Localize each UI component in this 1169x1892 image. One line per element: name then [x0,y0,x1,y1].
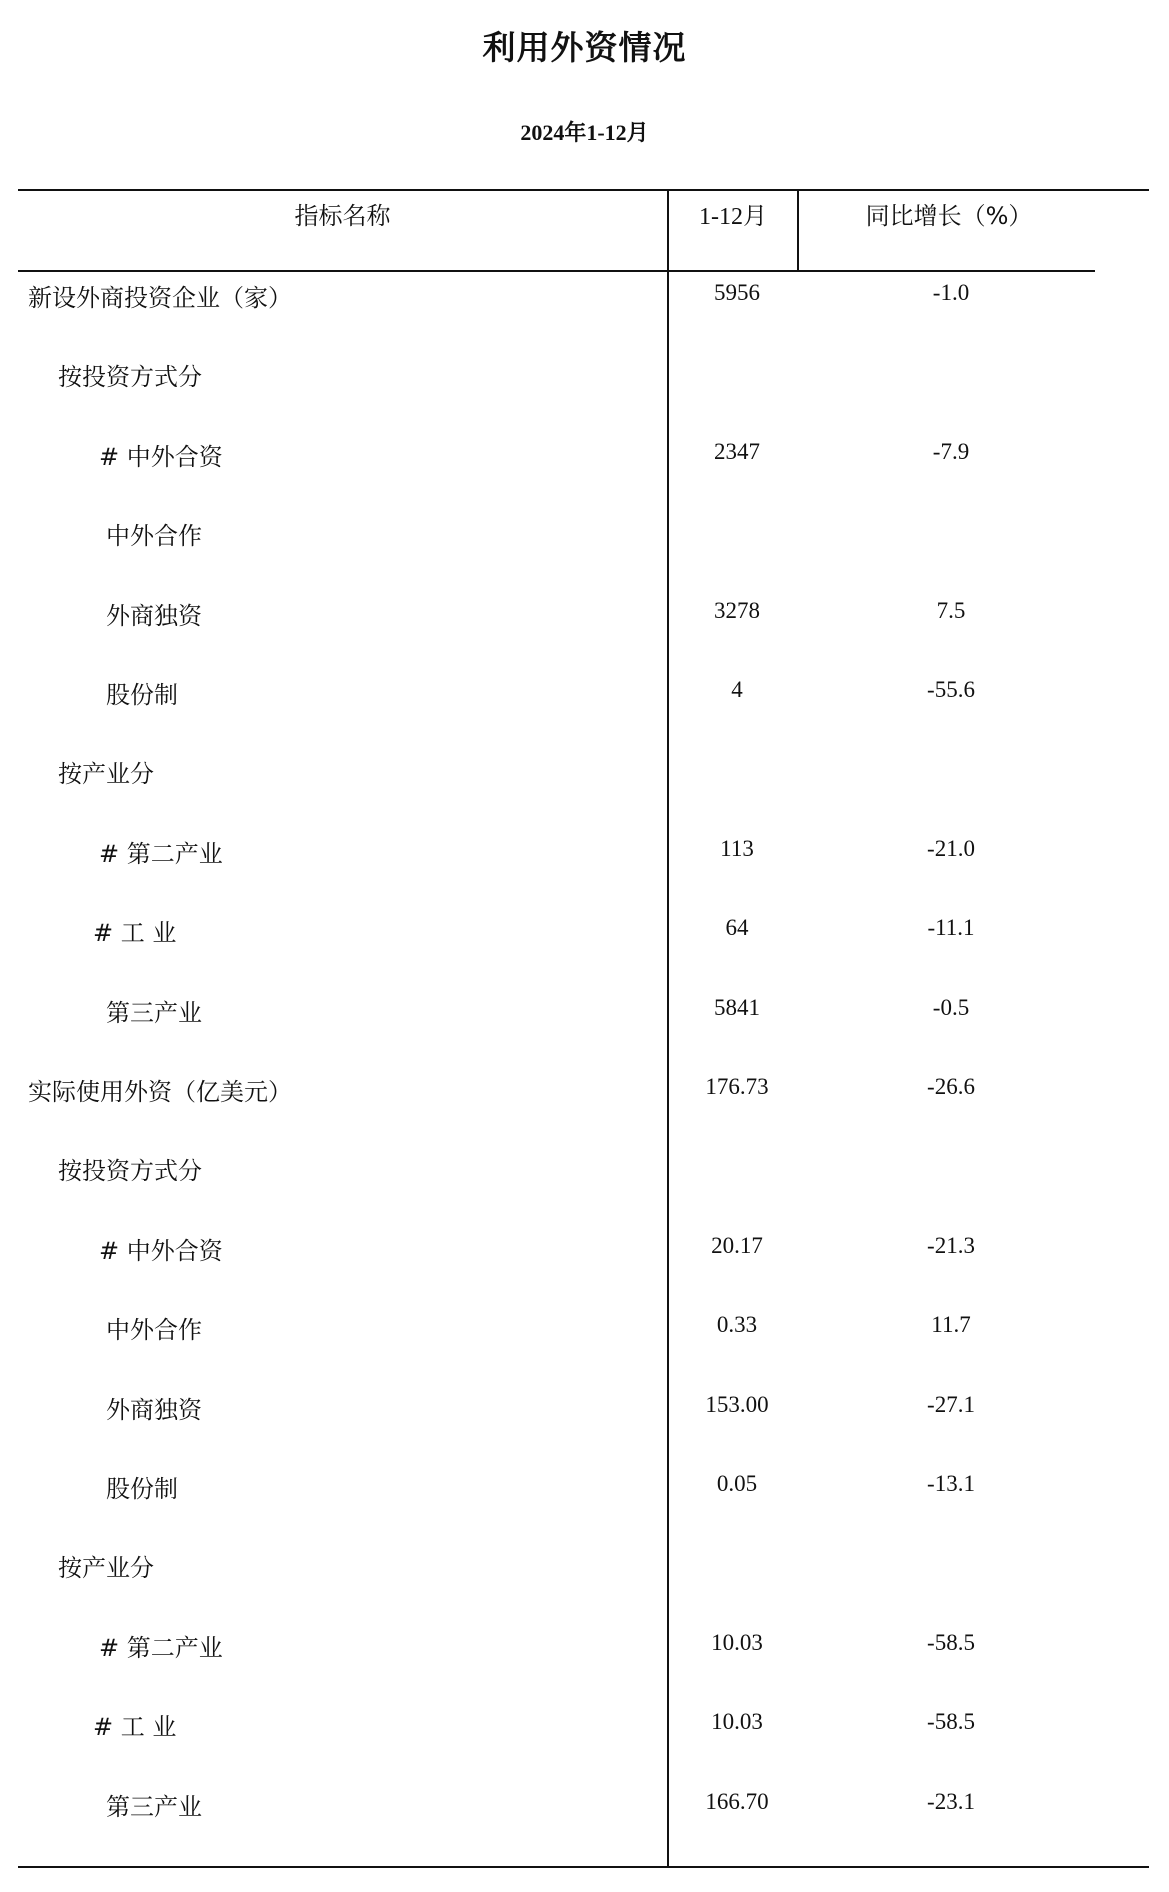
row-value: 64 [725,915,749,941]
row-value: 2347 [714,438,760,464]
column-header-growth: 同比增长（%） [865,202,1033,230]
row-label: # 工 业 [93,919,177,948]
column-header-name: 指标名称 [294,202,391,230]
row-value: 4 [731,677,743,702]
row-value: 5956 [714,280,760,305]
row-value: 3278 [714,597,760,623]
column-header-value: 1-12月 [699,204,767,230]
row-label: # 第二产业 [99,839,223,868]
row-value: 0.33 [716,1312,758,1338]
row-growth: -23.1 [927,1788,975,1814]
row-growth: -1.0 [932,280,970,305]
table-row [0,437,1169,517]
row-label: 按产业分 [58,760,154,789]
table-row [0,1628,1169,1708]
row-label: 第三产业 [106,998,202,1027]
row-label: 按投资方式分 [58,363,202,392]
row-label: 中外合作 [106,522,202,551]
page-title: 利用外资情况 [482,28,687,67]
row-label: 按投资方式分 [58,1157,202,1186]
row-value: 10.03 [711,1629,763,1655]
row-value: 20.17 [711,1232,763,1258]
row-growth: -21.3 [927,1232,975,1258]
row-growth: -21.0 [927,835,975,861]
row-label: 中外合作 [106,1316,202,1345]
row-value: 5841 [714,994,760,1020]
row-value: 166.70 [705,1788,769,1814]
row-value: 10.03 [711,1709,763,1735]
report-period: 2024年1-12月 [520,120,649,145]
row-label: 新设外商投资企业（家） [28,284,292,312]
row-value: 176.73 [705,1074,769,1099]
row-label: 实际使用外资（亿美元） [28,1078,292,1106]
row-growth: -27.1 [927,1391,975,1417]
table-row [0,1151,1169,1231]
table-row [0,1072,1169,1152]
table-row [0,278,1169,358]
row-label: 外商独资 [106,601,202,630]
row-label: # 工 业 [93,1713,177,1742]
row-growth: -58.5 [927,1629,975,1655]
table-row [0,754,1169,834]
row-growth: -55.6 [927,677,975,702]
table-top-rule [18,189,1149,191]
row-value: 113 [720,835,754,861]
row-value: 0.05 [716,1471,758,1496]
table-row [0,1787,1169,1867]
row-label: 股份制 [106,1475,178,1503]
table-row [0,1707,1169,1787]
row-growth: -58.5 [927,1709,975,1735]
row-label: # 中外合资 [99,442,223,471]
table-row [0,1231,1169,1311]
row-growth: -0.5 [932,994,970,1020]
row-value: 153.00 [705,1391,769,1417]
row-growth: -13.1 [927,1471,975,1496]
row-growth: -11.1 [927,915,975,941]
row-label: 第三产业 [106,1792,202,1821]
row-label: # 第二产业 [99,1633,223,1662]
table-row [0,1548,1169,1628]
table-row [0,357,1169,437]
table-row [0,834,1169,914]
table-row [0,596,1169,676]
table-row [0,913,1169,993]
header-bottom-rule [18,270,1095,272]
table-row [0,1390,1169,1470]
table-row [0,993,1169,1073]
row-growth: 7.5 [936,597,966,623]
table-row [0,1469,1169,1549]
row-label: 股份制 [106,681,178,709]
table-row [0,675,1169,755]
row-label: # 中外合资 [99,1236,223,1265]
row-growth: -26.6 [927,1074,975,1099]
table-row [0,516,1169,596]
table-row [0,1310,1169,1390]
row-growth: -7.9 [932,438,970,464]
row-label: 外商独资 [106,1395,202,1424]
row-label: 按产业分 [58,1554,154,1583]
row-growth: 11.7 [931,1312,971,1338]
